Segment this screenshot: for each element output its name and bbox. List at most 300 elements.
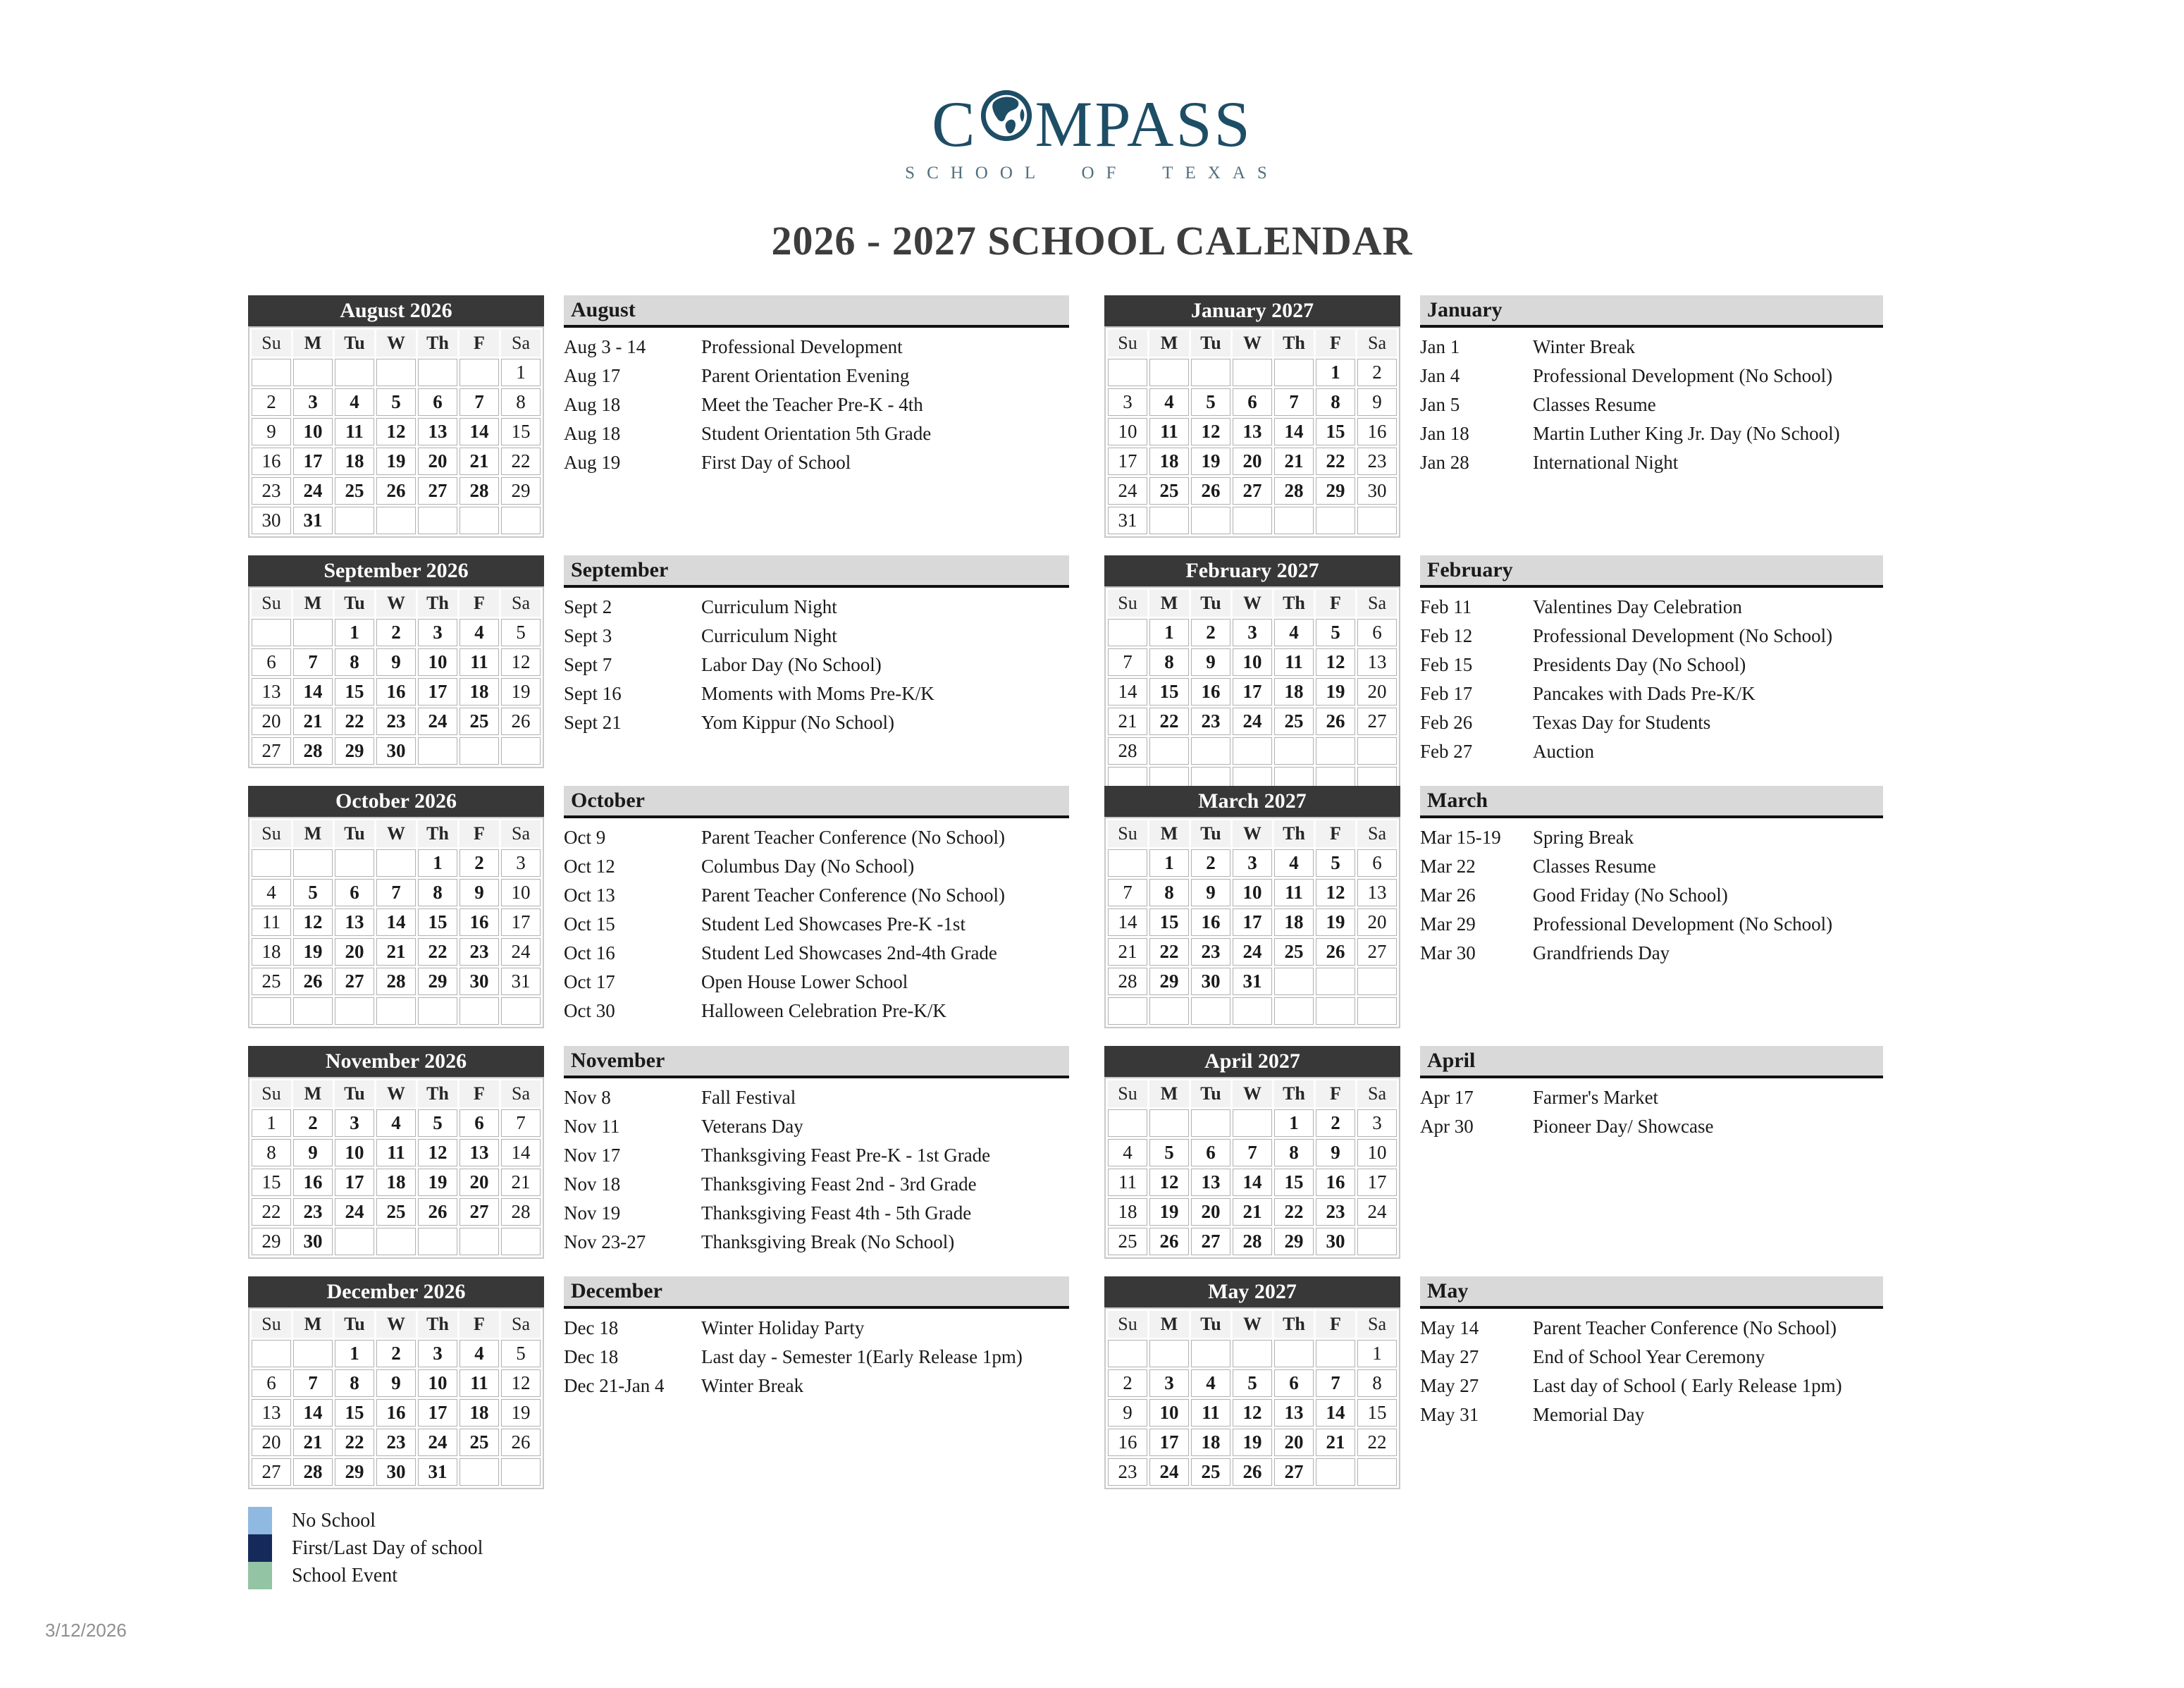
event-date: Mar 22 — [1420, 856, 1476, 877]
day-cell: 29 — [335, 1458, 374, 1486]
day-cell — [1316, 997, 1355, 1025]
day-of-week-header: Su — [1108, 1080, 1147, 1107]
day-cell: 15 — [1149, 678, 1189, 706]
day-cell — [252, 619, 291, 646]
event-row — [1420, 1112, 1883, 1141]
day-cell: 1 — [1149, 619, 1189, 646]
day-of-week-header: Sa — [1357, 1311, 1397, 1338]
event-date: Mar 15-19 — [1420, 827, 1501, 848]
event-row — [564, 997, 1069, 1025]
day-cell: 8 — [501, 388, 541, 416]
day-cell: 10 — [293, 418, 333, 445]
day-cell: 29 — [335, 737, 374, 765]
day-cell — [1108, 1340, 1147, 1367]
event-date: Mar 30 — [1420, 942, 1476, 963]
event-row — [564, 1372, 1069, 1400]
day-cell: 13 — [1357, 879, 1397, 906]
day-cell: 8 — [1274, 1139, 1314, 1166]
day-cell: 1 — [1357, 1340, 1397, 1367]
school-event-swatch — [248, 1562, 272, 1589]
day-cell: 7 — [1316, 1369, 1355, 1397]
day-cell: 4 — [252, 879, 291, 906]
events-month-title: April — [1420, 1046, 1883, 1078]
day-cell: 8 — [418, 879, 457, 906]
event-description: Valentines Day Celebration — [1533, 596, 1742, 617]
day-cell — [335, 507, 374, 534]
week-row — [252, 938, 541, 966]
day-cell: 5 — [1149, 1139, 1189, 1166]
day-of-week-header: Sa — [501, 1311, 541, 1338]
event-date: Jan 1 — [1420, 336, 1460, 357]
day-cell — [418, 359, 457, 386]
day-cell: 25 — [376, 1198, 416, 1226]
day-cell: 2 — [1316, 1109, 1355, 1137]
day-cell: 25 — [1149, 477, 1189, 505]
day-cell — [1233, 997, 1272, 1025]
day-cell: 8 — [1316, 388, 1355, 416]
day-cell: 5 — [501, 1340, 541, 1367]
event-row — [564, 968, 1069, 997]
event-description: Last day - Semester 1(Early Release 1pm) — [701, 1346, 1023, 1367]
day-cell: 28 — [1233, 1228, 1272, 1255]
month-title: November 2026 — [248, 1046, 544, 1077]
day-cell — [376, 849, 416, 877]
events-list — [564, 333, 1069, 477]
event-row — [564, 390, 1069, 419]
events-month-title: November — [564, 1046, 1069, 1078]
day-cell: 10 — [418, 648, 457, 676]
day-cell — [335, 849, 374, 877]
event-date: Mar 26 — [1420, 885, 1476, 906]
day-cell: 19 — [1316, 678, 1355, 706]
event-date: Apr 30 — [1420, 1116, 1474, 1137]
day-cell: 28 — [1274, 477, 1314, 505]
week-row — [1108, 1399, 1397, 1427]
day-cell: 29 — [1316, 477, 1355, 505]
event-description: Parent Teacher Conference (No School) — [1533, 1317, 1837, 1338]
day-cell: 11 — [335, 418, 374, 445]
day-cell: 28 — [459, 477, 499, 505]
day-cell: 26 — [501, 708, 541, 735]
day-cell: 9 — [376, 648, 416, 676]
day-cell: 30 — [293, 1228, 333, 1255]
no-school-swatch — [248, 1507, 272, 1534]
day-cell — [1357, 968, 1397, 995]
day-cell: 14 — [459, 418, 499, 445]
day-of-week-header: W — [376, 1080, 416, 1107]
day-cell: 9 — [1316, 1139, 1355, 1166]
event-date: Oct 9 — [564, 827, 606, 848]
day-cell: 2 — [1108, 1369, 1147, 1397]
day-cell: 9 — [1191, 648, 1230, 676]
day-cell — [1357, 997, 1397, 1025]
week-row — [252, 678, 541, 706]
week-row — [1108, 708, 1397, 735]
day-cell: 21 — [501, 1169, 541, 1196]
page-title: 2026 - 2027 SCHOOL CALENDAR — [771, 218, 1413, 264]
day-cell: 5 — [293, 879, 333, 906]
event-date: Sept 21 — [564, 712, 622, 733]
day-cell: 18 — [376, 1169, 416, 1196]
day-cell: 28 — [501, 1198, 541, 1226]
event-row — [564, 448, 1069, 477]
day-cell: 13 — [1191, 1169, 1230, 1196]
day-cell — [501, 737, 541, 765]
day-cell: 21 — [293, 708, 333, 735]
month-events — [564, 555, 1069, 737]
week-row — [1108, 938, 1397, 966]
event-date: Jan 4 — [1420, 365, 1460, 386]
day-cell: 23 — [1316, 1198, 1355, 1226]
day-cell: 18 — [252, 938, 291, 966]
event-description: Professional Development (No School) — [1533, 913, 1833, 935]
day-cell: 13 — [1357, 648, 1397, 676]
day-cell: 21 — [1316, 1429, 1355, 1456]
event-description: Martin Luther King Jr. Day (No School) — [1533, 423, 1840, 444]
day-cell — [376, 507, 416, 534]
events-month-title: March — [1420, 786, 1883, 818]
events-list — [1420, 333, 1883, 477]
event-date: Aug 18 — [564, 423, 621, 444]
day-cell: 27 — [252, 737, 291, 765]
event-description: Curriculum Night — [701, 596, 837, 617]
week-row — [1108, 1198, 1397, 1226]
day-cell: 18 — [335, 448, 374, 475]
day-cell — [501, 507, 541, 534]
event-date: Dec 18 — [564, 1346, 619, 1367]
event-description: Columbus Day (No School) — [701, 856, 915, 877]
day-cell: 3 — [1149, 1369, 1189, 1397]
month-grid — [248, 326, 544, 538]
week-row — [252, 619, 541, 646]
legend-label: School Event — [292, 1565, 398, 1587]
day-cell: 26 — [293, 968, 333, 995]
day-cell — [1108, 997, 1147, 1025]
globe-icon — [979, 86, 1034, 141]
day-cell: 6 — [1357, 619, 1397, 646]
events-list — [1420, 1314, 1883, 1429]
month-title: May 2027 — [1104, 1276, 1400, 1307]
day-cell: 30 — [252, 507, 291, 534]
event-description: Professional Development — [701, 336, 903, 357]
day-of-week-header: Th — [418, 330, 457, 357]
day-of-week-header: Th — [1274, 1311, 1314, 1338]
day-of-week-header: W — [1233, 1080, 1272, 1107]
event-date: Aug 3 - 14 — [564, 336, 646, 357]
logo-text-end: MPASS — [1035, 87, 1252, 160]
week-row — [252, 1369, 541, 1397]
event-date: Oct 15 — [564, 913, 615, 935]
event-row — [1420, 1314, 1883, 1343]
event-row — [564, 1141, 1069, 1170]
day-cell: 8 — [335, 1369, 374, 1397]
day-cell: 12 — [1316, 648, 1355, 676]
day-cell: 7 — [501, 1109, 541, 1137]
day-cell — [1108, 1109, 1147, 1137]
week-row — [252, 1340, 541, 1367]
day-cell — [1274, 997, 1314, 1025]
day-cell: 11 — [459, 648, 499, 676]
event-row — [564, 1343, 1069, 1372]
month-title: February 2027 — [1104, 555, 1400, 586]
day-cell — [1274, 359, 1314, 386]
event-date: Jan 18 — [1420, 423, 1469, 444]
day-cell: 2 — [459, 849, 499, 877]
day-cell: 21 — [1233, 1198, 1272, 1226]
event-description: Pancakes with Dads Pre-K/K — [1533, 683, 1756, 704]
event-description: Texas Day for Students — [1533, 712, 1711, 733]
month-block — [1104, 295, 1400, 538]
event-description: Halloween Celebration Pre-K/K — [701, 1000, 946, 1021]
month-title: August 2026 — [248, 295, 544, 326]
day-cell: 2 — [376, 619, 416, 646]
day-cell: 16 — [1191, 908, 1230, 936]
events-month-title: October — [564, 786, 1069, 818]
day-cell: 12 — [1149, 1169, 1189, 1196]
event-date: Feb 12 — [1420, 625, 1473, 646]
day-cell: 24 — [1149, 1458, 1189, 1486]
header — [0, 0, 2184, 264]
day-cell: 13 — [459, 1139, 499, 1166]
day-cell: 3 — [1357, 1109, 1397, 1137]
day-cell: 18 — [459, 678, 499, 706]
week-row — [1108, 1228, 1397, 1255]
event-date: Nov 23-27 — [564, 1231, 646, 1252]
day-cell: 6 — [459, 1109, 499, 1137]
week-row — [252, 359, 541, 386]
day-cell: 21 — [1274, 448, 1314, 475]
day-cell: 27 — [252, 1458, 291, 1486]
legend-item-no-school — [248, 1507, 2184, 1534]
event-row — [564, 852, 1069, 881]
day-cell: 9 — [293, 1139, 333, 1166]
day-cell: 26 — [1149, 1228, 1189, 1255]
event-description: Veterans Day — [701, 1116, 803, 1137]
day-cell: 18 — [1191, 1429, 1230, 1456]
day-cell: 27 — [1357, 938, 1397, 966]
day-cell: 5 — [1316, 849, 1355, 877]
day-cell: 4 — [459, 1340, 499, 1367]
day-of-week-header: M — [1149, 820, 1189, 847]
day-cell: 11 — [1149, 418, 1189, 445]
event-description: Parent Teacher Conference (No School) — [701, 827, 1005, 848]
day-of-week-header: M — [1149, 330, 1189, 357]
event-date: Dec 21-Jan 4 — [564, 1375, 665, 1396]
event-row — [1420, 737, 1883, 766]
day-cell: 25 — [1191, 1458, 1230, 1486]
calendar-band-row — [248, 786, 2184, 1020]
day-cell — [1149, 507, 1189, 534]
week-row — [1108, 477, 1397, 505]
day-cell: 1 — [252, 1109, 291, 1137]
day-cell: 14 — [293, 1399, 333, 1427]
day-cell: 15 — [1274, 1169, 1314, 1196]
month-title: January 2027 — [1104, 295, 1400, 326]
day-of-week-header: Tu — [1191, 590, 1230, 617]
week-row — [1108, 448, 1397, 475]
day-cell: 10 — [418, 1369, 457, 1397]
event-row — [1420, 1343, 1883, 1372]
day-cell: 24 — [335, 1198, 374, 1226]
day-cell — [1149, 997, 1189, 1025]
event-date: Jan 28 — [1420, 452, 1469, 473]
event-description: Pioneer Day/ Showcase — [1533, 1116, 1714, 1137]
events-list — [564, 593, 1069, 737]
day-cell: 19 — [1191, 448, 1230, 475]
week-row — [252, 908, 541, 936]
event-date: Aug 19 — [564, 452, 621, 473]
day-of-week-header: Tu — [1191, 820, 1230, 847]
legend — [248, 1507, 2184, 1589]
day-cell: 3 — [293, 388, 333, 416]
week-row — [1108, 648, 1397, 676]
event-date: Feb 11 — [1420, 596, 1472, 617]
events-month-title: May — [1420, 1276, 1883, 1309]
day-cell — [252, 849, 291, 877]
day-cell: 4 — [1108, 1139, 1147, 1166]
day-of-week-header: Th — [1274, 820, 1314, 847]
day-cell: 19 — [1149, 1198, 1189, 1226]
day-cell: 12 — [501, 1369, 541, 1397]
day-cell: 30 — [1316, 1228, 1355, 1255]
day-cell: 8 — [1149, 879, 1189, 906]
day-cell: 14 — [501, 1139, 541, 1166]
day-cell: 16 — [252, 448, 291, 475]
day-cell: 13 — [1274, 1399, 1314, 1427]
day-cell: 22 — [1149, 938, 1189, 966]
event-date: Apr 17 — [1420, 1087, 1474, 1108]
event-row — [1420, 679, 1883, 708]
event-date: Oct 12 — [564, 856, 615, 877]
day-cell: 21 — [376, 938, 416, 966]
day-of-week-header: Tu — [1191, 1311, 1230, 1338]
day-cell: 6 — [1233, 388, 1272, 416]
week-row — [1108, 1458, 1397, 1486]
day-cell — [1274, 968, 1314, 995]
day-cell: 26 — [1316, 938, 1355, 966]
day-of-week-header: Tu — [335, 820, 374, 847]
event-date: Dec 18 — [564, 1317, 619, 1338]
day-cell — [1233, 359, 1272, 386]
day-cell — [418, 737, 457, 765]
day-cell: 23 — [459, 938, 499, 966]
day-cell — [1233, 1109, 1272, 1137]
day-of-week-header: M — [1149, 590, 1189, 617]
day-cell: 3 — [335, 1109, 374, 1137]
event-date: Sept 3 — [564, 625, 612, 646]
day-cell: 17 — [335, 1169, 374, 1196]
day-cell — [1191, 507, 1230, 534]
day-cell: 31 — [293, 507, 333, 534]
day-cell — [1108, 849, 1147, 877]
day-of-week-header: Su — [1108, 590, 1147, 617]
event-row — [564, 1170, 1069, 1199]
day-cell: 6 — [335, 879, 374, 906]
day-cell — [1149, 1109, 1189, 1137]
month-grid — [1104, 817, 1400, 1028]
event-row — [564, 1228, 1069, 1257]
events-list — [564, 1083, 1069, 1257]
calendar-band-row — [248, 555, 2184, 760]
day-cell: 7 — [459, 388, 499, 416]
logo-subtitle: SCHOOL OF TEXAS — [905, 164, 1279, 183]
day-cell: 18 — [1274, 678, 1314, 706]
week-row — [1108, 619, 1397, 646]
day-cell: 13 — [252, 678, 291, 706]
month-title: March 2027 — [1104, 786, 1400, 817]
week-row — [1108, 678, 1397, 706]
day-cell: 10 — [1357, 1139, 1397, 1166]
day-cell: 29 — [418, 968, 457, 995]
month-block — [248, 1276, 544, 1489]
week-row — [1108, 1369, 1397, 1397]
day-cell: 17 — [1233, 908, 1272, 936]
day-cell — [1233, 1340, 1272, 1367]
day-cell — [1274, 737, 1314, 765]
week-row — [1108, 849, 1397, 877]
month-grid — [248, 1077, 544, 1259]
day-cell: 23 — [1108, 1458, 1147, 1486]
day-cell: 17 — [1233, 678, 1272, 706]
month-events — [1420, 1046, 1883, 1141]
day-cell: 8 — [252, 1139, 291, 1166]
event-row — [564, 622, 1069, 651]
day-cell: 24 — [1108, 477, 1147, 505]
event-row — [1420, 622, 1883, 651]
day-cell: 9 — [376, 1369, 416, 1397]
day-of-week-header: Tu — [335, 590, 374, 617]
week-row — [1108, 359, 1397, 386]
week-row — [252, 1109, 541, 1137]
day-of-week-header: W — [376, 330, 416, 357]
day-cell: 8 — [1149, 648, 1189, 676]
day-cell: 20 — [1233, 448, 1272, 475]
week-row — [252, 1139, 541, 1166]
day-cell: 5 — [1316, 619, 1355, 646]
calendar-band-row — [248, 1276, 2184, 1481]
day-cell: 13 — [335, 908, 374, 936]
day-cell: 25 — [459, 708, 499, 735]
day-cell: 20 — [252, 708, 291, 735]
month-events — [564, 1046, 1069, 1257]
day-of-week-header: Su — [252, 590, 291, 617]
day-of-week-header: F — [1316, 590, 1355, 617]
day-cell: 19 — [418, 1169, 457, 1196]
day-cell: 7 — [376, 879, 416, 906]
day-cell: 16 — [376, 1399, 416, 1427]
day-cell: 8 — [1357, 1369, 1397, 1397]
day-cell — [293, 619, 333, 646]
event-row — [1420, 362, 1883, 390]
day-cell — [293, 1340, 333, 1367]
day-cell: 3 — [418, 619, 457, 646]
day-cell: 19 — [501, 678, 541, 706]
day-cell: 2 — [1191, 619, 1230, 646]
day-cell — [1357, 1458, 1397, 1486]
event-row — [564, 362, 1069, 390]
event-row — [564, 1199, 1069, 1228]
day-of-week-header: Tu — [335, 330, 374, 357]
day-cell: 10 — [1233, 879, 1272, 906]
day-cell: 13 — [418, 418, 457, 445]
day-cell — [293, 997, 333, 1025]
event-row — [1420, 448, 1883, 477]
event-date: May 27 — [1420, 1346, 1479, 1367]
event-description: Thanksgiving Feast Pre-K - 1st Grade — [701, 1145, 991, 1166]
day-cell — [335, 1228, 374, 1255]
legend-label: First/Last Day of school — [292, 1537, 483, 1559]
day-cell: 28 — [293, 737, 333, 765]
